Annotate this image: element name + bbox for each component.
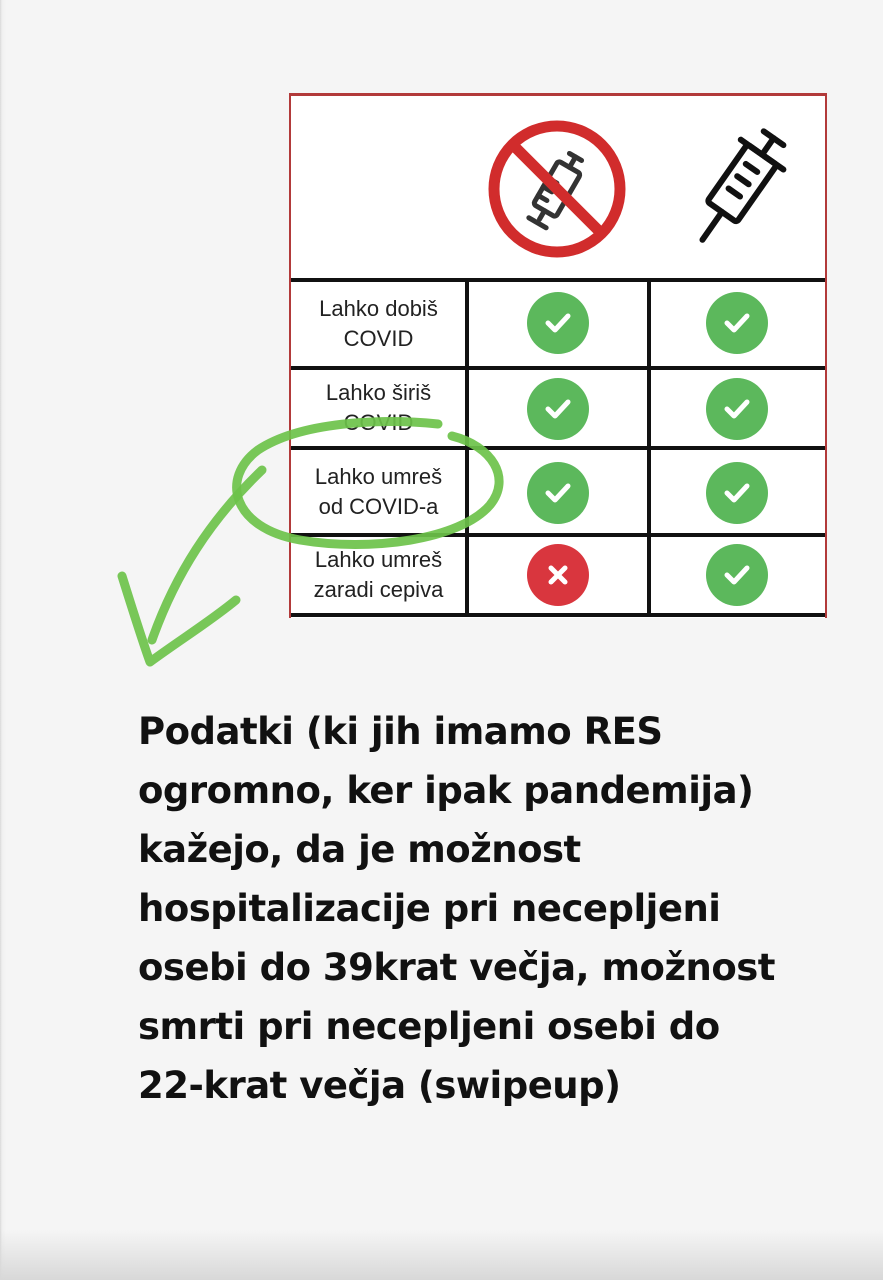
- row-label: Lahko umreš od COVID-a: [314, 463, 443, 519]
- caption-line: 22-krat večja (swipeup): [138, 1064, 621, 1107]
- no-vaccine-icon: [482, 114, 632, 264]
- check-icon: [706, 378, 768, 440]
- caption-line: osebi do 39krat večja, možnost: [138, 946, 775, 989]
- check-icon: [527, 292, 589, 354]
- header-unvaccinated: [469, 96, 645, 281]
- table-divider: [291, 613, 825, 617]
- caption-line: kažejo, da je možnost: [138, 828, 581, 871]
- caption-line: smrti pri necepljeni osebi do: [138, 1005, 720, 1048]
- row-label: Lahko širiš COVID: [325, 380, 432, 435]
- caption-line: hospitalizacije pri necepljeni: [138, 887, 721, 930]
- story-caption: [138, 702, 858, 1115]
- table-divider: [647, 278, 651, 617]
- header-vaccinated: [651, 96, 825, 281]
- check-icon: [527, 462, 589, 524]
- syringe-icon: [668, 119, 808, 259]
- row-label: Lahko umreš zaradi cepiva: [313, 547, 444, 602]
- check-icon: [706, 544, 768, 606]
- bottom-shade: [0, 1230, 883, 1280]
- check-icon: [706, 292, 768, 354]
- caption-line: ogromno, ker ipak pandemija): [138, 769, 754, 812]
- table-header-row: [291, 96, 825, 281]
- check-icon: [527, 378, 589, 440]
- check-icon: [706, 462, 768, 524]
- comparison-table: [289, 93, 827, 618]
- caption-line: Podatki (ki jih imamo RES: [138, 710, 663, 753]
- row-label: Lahko dobiš COVID: [319, 296, 438, 351]
- cross-icon: [527, 544, 589, 606]
